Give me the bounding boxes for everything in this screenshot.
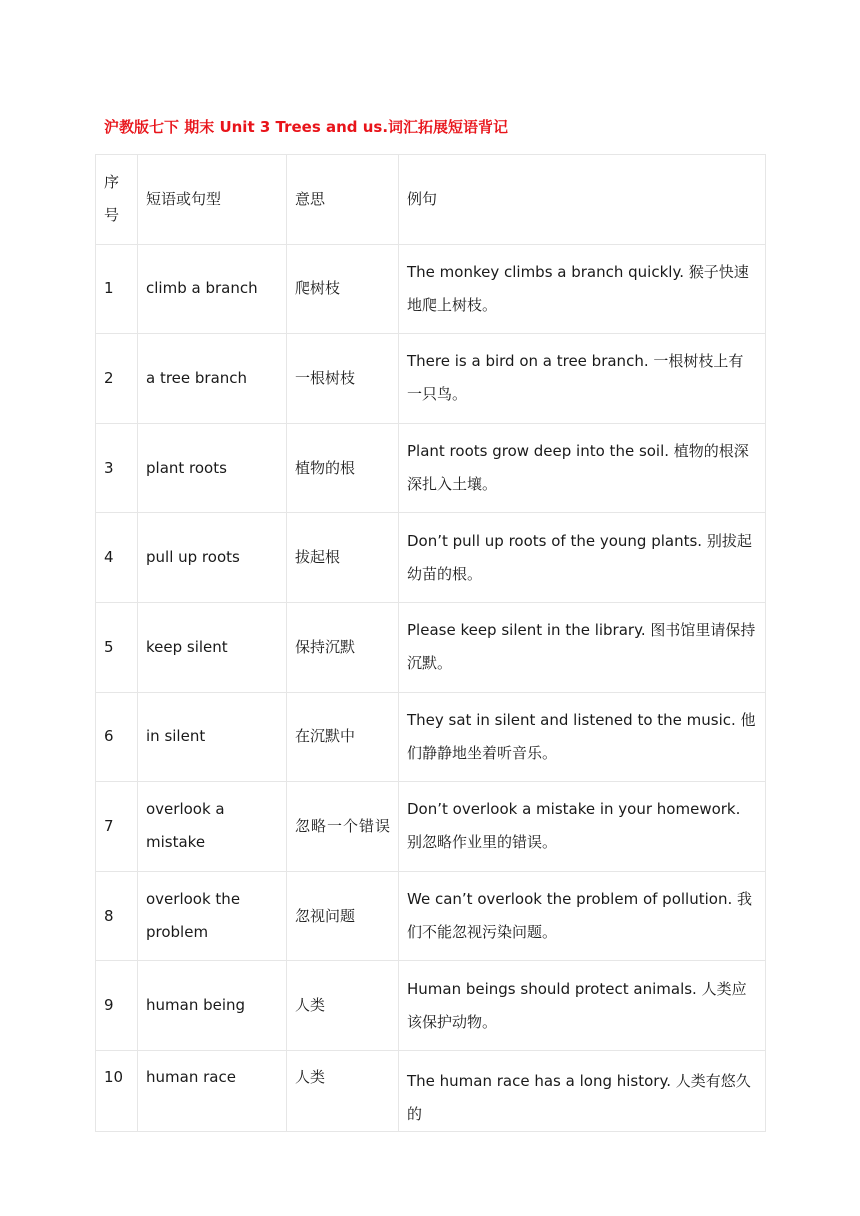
- row-example: The monkey climbs a branch quickly. 猴子快速地爬上树枝。: [399, 244, 766, 334]
- row-phrase: pull up roots: [138, 513, 287, 603]
- row-meaning: 保持沉默: [287, 602, 399, 692]
- row-meaning: 在沉默中: [287, 692, 399, 782]
- row-number: 4: [96, 513, 138, 603]
- page-title: 沪教版七下 期末 Unit 3 Trees and us.词汇拓展短语背记: [104, 118, 509, 136]
- table-row: [96, 961, 766, 1051]
- row-meaning: 植物的根: [287, 423, 399, 513]
- row-example: Please keep silent in the library. 图书馆里请保持沉默。: [399, 602, 766, 692]
- row-number: 2: [96, 334, 138, 424]
- header-phrase: 短语或句型: [138, 155, 287, 245]
- row-phrase: plant roots: [138, 423, 287, 513]
- row-number: 7: [96, 782, 138, 872]
- row-meaning: 一根树枝: [287, 334, 399, 424]
- row-number: 3: [96, 423, 138, 513]
- table-row: [96, 692, 766, 782]
- table-row: [96, 423, 766, 513]
- row-number: 5: [96, 602, 138, 692]
- row-phrase: human being: [138, 961, 287, 1051]
- row-meaning: 人类: [287, 961, 399, 1051]
- row-number: 8: [96, 871, 138, 961]
- row-phrase: human race: [138, 1050, 287, 1131]
- row-example: There is a bird on a tree branch. 一根树枝上有一只鸟。: [399, 334, 766, 424]
- table-row: [96, 513, 766, 603]
- row-phrase: keep silent: [138, 602, 287, 692]
- row-phrase: overlook a mistake: [138, 782, 287, 872]
- row-example: We can’t overlook the problem of pollution. 我们不能忽视污染问题。: [399, 871, 766, 961]
- table-row: [96, 871, 766, 961]
- row-number: 1: [96, 244, 138, 334]
- table-header-row: [96, 155, 766, 245]
- row-example: They sat in silent and listened to the music. 他们静静地坐着听音乐。: [399, 692, 766, 782]
- header-meaning: 意思: [287, 155, 399, 245]
- row-number: 9: [96, 961, 138, 1051]
- table-row: [96, 602, 766, 692]
- row-phrase: a tree branch: [138, 334, 287, 424]
- row-meaning: 人类: [287, 1050, 399, 1131]
- row-meaning: 忽略一个错误: [287, 782, 399, 872]
- row-example: Human beings should protect animals. 人类应该保护动物。: [399, 961, 766, 1051]
- row-example: Plant roots grow deep into the soil. 植物的根深深扎入土壤。: [399, 423, 766, 513]
- table-row: [96, 1050, 766, 1131]
- row-phrase: overlook the problem: [138, 871, 287, 961]
- row-example: The human race has a long history. 人类有悠久的: [399, 1050, 766, 1131]
- row-number: 10: [96, 1050, 138, 1131]
- table-row: [96, 334, 766, 424]
- header-example: 例句: [399, 155, 766, 245]
- row-example: Don’t overlook a mistake in your homework. 别忽略作业里的错误。: [399, 782, 766, 872]
- row-example: Don’t pull up roots of the young plants. 别拔起幼苗的根。: [399, 513, 766, 603]
- row-meaning: 拔起根: [287, 513, 399, 603]
- header-number: 序号: [96, 155, 138, 245]
- table-row: [96, 244, 766, 334]
- row-meaning: 忽视问题: [287, 871, 399, 961]
- row-phrase: climb a branch: [138, 244, 287, 334]
- row-meaning: 爬树枝: [287, 244, 399, 334]
- row-number: 6: [96, 692, 138, 782]
- vocabulary-table: [95, 154, 766, 1132]
- row-phrase: in silent: [138, 692, 287, 782]
- table-row: [96, 782, 766, 872]
